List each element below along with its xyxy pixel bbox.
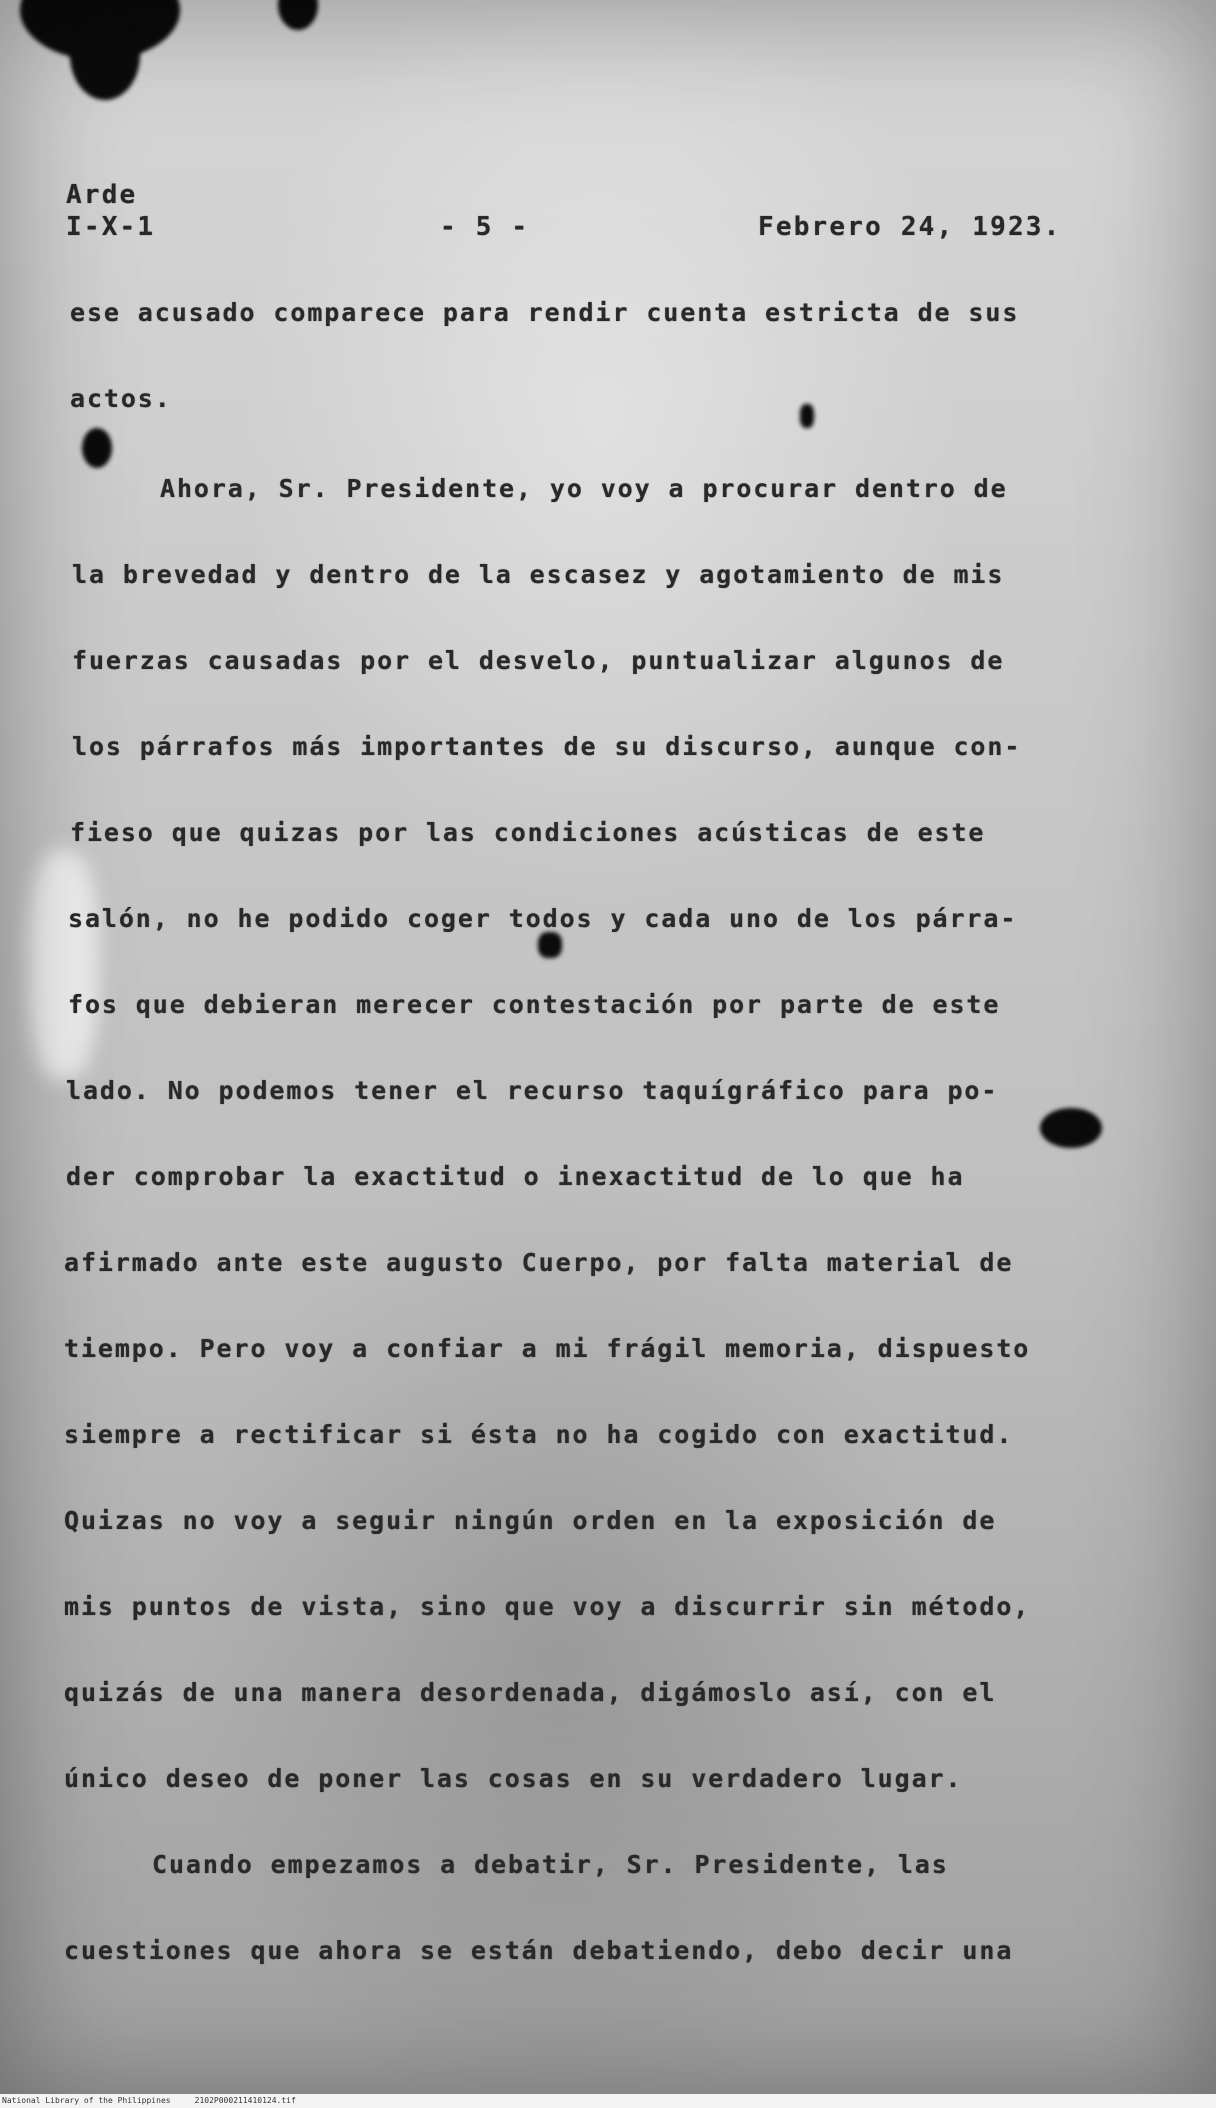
body-line: der comprobar la exactitud o inexactitud de lo que ha bbox=[66, 1162, 965, 1191]
document-code-line-2: I-X-1 bbox=[66, 212, 156, 242]
body-line: Ahora, Sr. Presidente, yo voy a procurar dentro de bbox=[160, 474, 1008, 503]
body-line: quizás de una manera desordenada, digámoslo así, con el bbox=[64, 1678, 997, 1707]
document-code-line-1: Arde bbox=[66, 180, 138, 210]
body-line: actos. bbox=[70, 384, 172, 413]
scan-blot-top-center bbox=[278, 0, 318, 30]
body-line: cuestiones que ahora se están debatiendo, debo decir una bbox=[64, 1936, 1014, 1965]
ink-spot-upper bbox=[800, 404, 814, 428]
page-number: - 5 - bbox=[440, 212, 530, 242]
document-date: Febrero 24, 1923. bbox=[758, 212, 1062, 242]
body-line: Quizas no voy a seguir ningún orden en la exposición de bbox=[64, 1506, 997, 1535]
body-line: afirmado ante este augusto Cuerpo, por falta material de bbox=[64, 1248, 1014, 1277]
body-line: Cuando empezamos a debatir, Sr. Presidente, las bbox=[152, 1850, 949, 1879]
body-line: tiempo. Pero voy a confiar a mi frágil memoria, dispuesto bbox=[64, 1334, 1031, 1363]
ink-spot-right bbox=[1040, 1108, 1102, 1148]
body-line: fos que debieran merecer contestación por parte de este bbox=[68, 990, 1001, 1019]
ink-spot-middle bbox=[538, 932, 562, 958]
body-line: fuerzas causadas por el desvelo, puntualizar algunos de bbox=[72, 646, 1005, 675]
body-line: siempre a rectificar si ésta no ha cogido con exactitud. bbox=[64, 1420, 1014, 1449]
scan-blot-top-left-drip bbox=[70, 10, 140, 100]
archive-footer: National Library of the Philippines 2102P000211410124.tif bbox=[0, 2094, 1216, 2108]
body-line: ese acusado comparece para rendir cuenta estricta de sus bbox=[70, 298, 1020, 327]
light-glare-left bbox=[28, 850, 98, 1080]
body-line: la brevedad y dentro de la escasez y agotamiento de mis bbox=[72, 560, 1005, 589]
body-line: salón, no he podido coger todos y cada uno de los párra- bbox=[68, 904, 1018, 933]
body-line: fieso que quizas por las condiciones acústicas de este bbox=[70, 818, 986, 847]
body-line: los párrafos más importantes de su discurso, aunque con- bbox=[72, 732, 1022, 761]
body-line: único deseo de poner las cosas en su verdadero lugar. bbox=[64, 1764, 963, 1793]
body-line: mis puntos de vista, sino que voy a discurrir sin método, bbox=[64, 1592, 1031, 1621]
body-line: lado. No podemos tener el recurso taquígráfico para po- bbox=[66, 1076, 999, 1105]
ink-spot-left bbox=[82, 428, 112, 468]
